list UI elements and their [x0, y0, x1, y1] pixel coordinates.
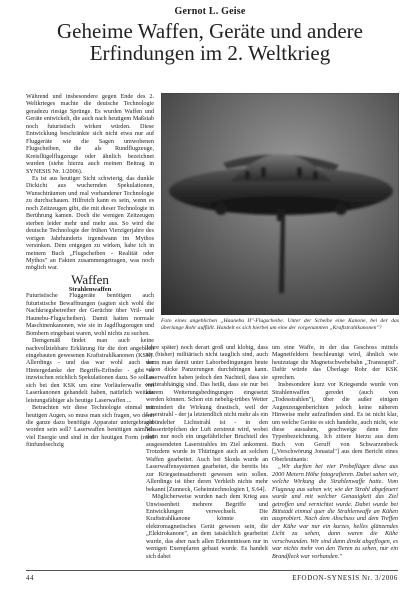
- flying-disc-photo: [161, 93, 399, 315]
- footer-divider: [26, 570, 398, 571]
- page-number: 44: [26, 574, 34, 582]
- paragraph: Futuristische Fluggeräte benötigen auch futuristische Bewaffnungen (sagten sich wohl die Nachkriegsbetreiber der Gerüchte über Vril- und Haunebu-Flugscheiben). Damit hatten normale Maschinenkanonen, wie sie in Jagdflugzeugen und Bombern eingebaut waren, wohl nichts zu suchen.: [26, 293, 154, 337]
- text-column-2: [146, 345, 268, 561]
- paragraph: Es ist aus heutiger Sicht schwierig, das dunkle Dickicht aus wuchernden Spekulationen, Wunschträumen und real vorhandener Technologie zu durchschauen. Hilfreich kann es sein, wenn es noch Zeitzeugen gibt, die mit dieser Technologie in Berührung kamen. Doch die wenigen Zeitzeugen sterben leider mehr und mehr aus. So wird die deutsche Technologie der frühen Vierzigerjahre des vorigen Jahrhunderts irgendwann im Mythos versinken. Dem entgegen zu wirken, habe ich in meinem Buch „Flugscheiben - Realität oder Mythos" an Fakten zusammengetragen, was noch möglich war.: [26, 175, 154, 272]
- photo-caption: Foto eines angeblichen „Haunebu II"-Flugscheibe. Unter der Scheibe eine Kanone, bei der das überlange Rohr auffällt. Handelt es sich hierbei um eine der vorgenannten „Kraftstrahlkanonen"?: [161, 318, 399, 331]
- article-title-line-2: Erfindungen im 2. Weltkrieg: [89, 41, 331, 65]
- author-name: Gernot L. Geise: [174, 6, 246, 17]
- magazine-issue: EFODON-SYNESIS Nr. 3/2006: [292, 574, 398, 582]
- text-column-3: [272, 345, 398, 561]
- article-title-line-1: Geheime Waffen, Geräte und andere: [57, 19, 363, 43]
- paragraph: Während und insbesondere gegen Ende des 2. Weltkrieges machte die deutsche Technologie geradezu riesige Sprünge. Es wurden Waffen und Geräte entwickelt, die auch nach heutigem Maßstab noch futuristisch wirken würden. Diese Entwicklung beschränkte sich nicht etwa nur auf Fluggeräte wie die Sagen umwobenen Flugscheiben, die als Rundflugzeuge, Kreisflügelflugzeuge oder ähnlich bezeichnet wurden (siehe hierzu auch meinen Beitrag in SYNESIS Nr. 1/2006).: [26, 94, 154, 175]
- paragraph: Betrachten wir diese Technologie einmal mit heutigen Augen, so muss man sich fragen, wo denn die ganze dazu benötigte Apparatur untergebracht worden sein soll? Laserwaffen benötigen nämlich viel Energie und sind in der heutigen Form (rund fünfundsechzig: [26, 405, 154, 449]
- section-heading: Waffen: [71, 271, 109, 287]
- photo-image: [161, 93, 399, 315]
- paragraph: um eine Waffe, in der das Geschoss mittels Magnetfeldern beschleunigt wird, ähnlich wie heutzutage die Magnetschwebebahn „Transrapid". Dafür würde das Überlage Rohr der KSK sprechen.: [272, 345, 398, 381]
- paragraph: Demgemäß findet man auch keine nachvollziehbare Erklärung für die dort angeblich eingebauten gewesenen Kraftstrahlkanonen (KSK). Allerdings - und das war wohl auch der Hintergedanke der Begriffs-Erfinder - gibt es inzwischen reichlich Spekulationen dazu. So soll es sich bei den KSK um eine Vorläuferwaffe von Laserkanonen gehandelt haben, natürlich weitaus leistungsfähiger als heutige Laserwaffen ...: [26, 338, 154, 404]
- paragraph: Möglicherweise wurden nach dem Krieg aus Unwissenheit mehrere Begriffe und Entwicklungen verwechselt. Die Kraftstrahlkanone könnte ein elektromagnetisches Gerät gewesen sein, die „Elektrokanone", an dem tatsächlich gearbeitet wurde, das aber nach allen Erkenntnissen nur in wenigen Exemplaren gebaut wurde. Es handelt sich dabei: [146, 494, 268, 560]
- paragraph: Jahre später) noch derart groß und klobig, dass sie (bisher) militärisch nicht tauglich sind, auch wenn man damit unter Laborbedingungen heute schon dicke Panzerungen durchdringen kann. Laserwaffen haben jedoch den Nachteil, dass sie wetterabhängig sind. Das heißt, dass sie nur bei klarem Wetterungsbedingungen eingesetzt werden können. Schon ein nebelig-trübes Wetter vermindert die Wirkung drastisch, weil der Laserstrahl - der ja letztendlich nicht mehr als ein gebündelter Lichtstrahl ist - in den Wassertröpfchen der Luft zerstreut wird, wobei dann nur noch ein ungefährlicher Bruchteil des ausgesendeten Laserstrahles im Ziel ankommt. Trotzdem wurde in Thüringen auch an solchen Waffen gearbeitet. Auch bei Skoda wurde an Laserwaffensystemen gearbeitet, die bereits bis zur Kriegseinsatzbereit gewesen sein sollen. Allerdings ist über deren Verbleib nichts mehr bekannt [Zunneck, Geheimtechnologien I, S.64].: [146, 345, 268, 493]
- text-column-1: [26, 94, 154, 450]
- quote-paragraph: „Wir durften bei vier Probeflügen diese aus 2000 Metern Höhe fotografieren. Dabei sahen wir, welche Wirkung die Strahlenwaffe hatte. Vom Flugzeug aus sahen wir, wie der Strahl abgefeuert wurde und mit welcher Genauigkeit das Ziel getroffen und vernichtet wurde. Dabei wurde bei Bittstadt einmal quer die Strahlenwaffe an Kühen ausprobiert. Nach dem Abschuss und dem Treffen der Kühe war nur ein kurzes, helles glänzendes Licht zu sehen, dann waren die Kühe verschwunden. Wir sind dann direkt abgeflogen, es war nichts mehr von den Tieren zu sehen, nur ein Brandfleck war vorhanden.": [272, 464, 398, 560]
- article-title: [20, 20, 400, 64]
- paragraph: Insbesondere kurz vor Kriegsende wurde von Strahlenwaffen geredet (auch von „Todesstrahlen"), über die außer einigen Augenzeugenberichten jedoch keine näheren Hinweise mehr aufzufinden sind. Es ist nicht klar, um welche Geräte es sich handelte, auch nicht, wie diese aussahen, geschweige denn ihre Typenbezeichnung. Ich zitiere hierzu aus dem Buch von Geruff von Schwarzenbeck [„Verschwörung Jonastal"] aus dem Bericht eines Oberleutnants:: [272, 382, 398, 463]
- section-subheading: Strahlenwaffen: [68, 285, 112, 293]
